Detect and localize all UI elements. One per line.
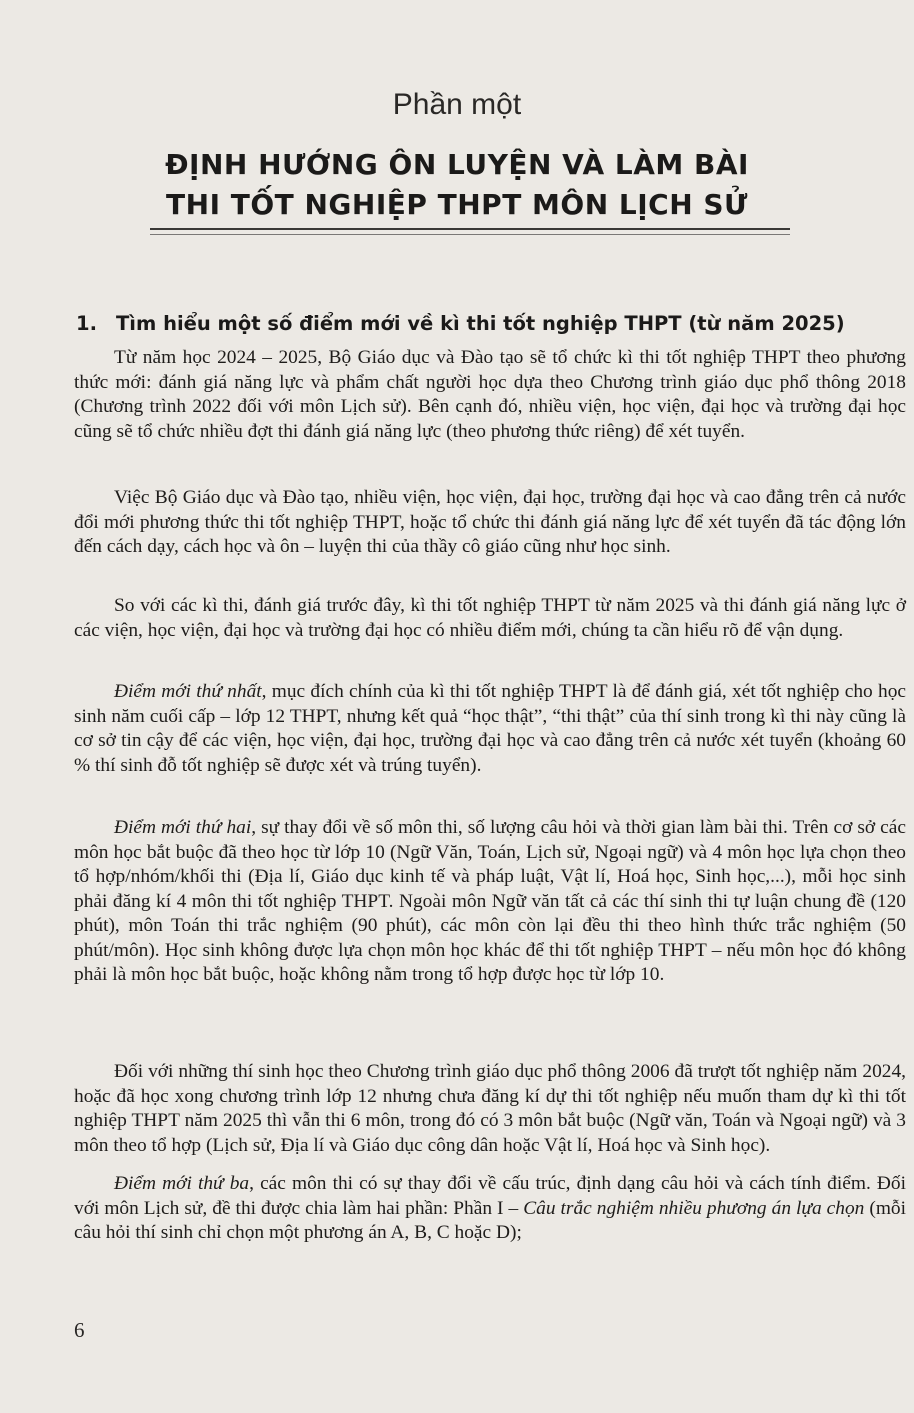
paragraph-7-italic: Câu trắc nghiệm nhiều phương án lựa chọn	[523, 1197, 865, 1219]
paragraph-7-body-a: , các môn thi có sự thay đổi về cấu trúc, định dạng câu hỏi và cách tính điểm. Đối với môn Lịch sử, đề thi được chia làm hai phần: Phần I –	[74, 1173, 906, 1219]
paragraph-3: So với các kì thi, đánh giá trước đây, kì thi tốt nghiệp THPT từ năm 2025 và thi đánh giá năng lực ở các viện, học viện, đại học và trường đại học có nhiều điểm mới, chúng ta cần hiểu rõ để vận dụng.	[74, 595, 906, 641]
paragraph-1: Từ năm học 2024 – 2025, Bộ Giáo dục và Đào tạo sẽ tổ chức kì thi tốt nghiệp THPT theo phương thức mới: đánh giá năng lực và phẩm chất người học dựa theo Chương trình giáo dục phổ thông 2018 (Chương trình 2022 đối với môn Lịch sử). Bên cạnh đó, nhiều viện, học viện, đại học và trường đại học cũng sẽ tổ chức nhiều đợt thi đánh giá năng lực (theo phương thức riêng) để xét tuyển.	[74, 347, 906, 442]
page-number: 6	[74, 1318, 85, 1342]
paragraph-5-body: , sự thay đổi về số môn thi, số lượng câu hỏi và thời gian làm bài thi. Trên cơ sở các môn học bắt buộc đã theo học từ lớp 10 (Ngữ Văn, Toán, Lịch sử, Ngoại ngữ) và 4 môn học lựa chọn theo tổ hợp/nhóm/khối thi (Địa lí, Giáo dục kinh tế và pháp luật, Vật lí, Hoá học, Sinh học,...), mỗi học sinh phải đăng kí 4 môn thi tốt nghiệp THPT. Ngoài môn Ngữ văn tất cả các thí sinh thi tự luận chung đề (120 phút), môn Toán thi trắc nghiệm (90 phút), các môn còn lại đều thi theo hình thức trắc nghiệm (50 phút/môn). Học sinh không được lựa chọn môn học khác để thi tốt nghiệp THPT – nếu môn học đó không phải là môn học bắt buộc, hoặc không nằm trong tổ hợp được học từ lớp 10.	[74, 817, 906, 985]
paragraph-4-body: , mục đích chính của kì thi tốt nghiệp THPT là để đánh giá, xét tốt nghiệp cho học sinh năm cuối cấp – lớp 12 THPT, nhưng kết quả “học thật”, “thi thật” của thí sinh trong kì thi này cũng là cơ sở tin cậy để các viện, học viện, đại học, trường đại học và cao đẳng trên cả nước xét tuyển (khoảng 60 % thí sinh đỗ tốt nghiệp sẽ được xét và trúng tuyển).	[74, 681, 906, 776]
paragraph-4-lead: Điểm mới thứ nhất	[114, 681, 262, 702]
paragraph-7-lead: Điểm mới thứ ba	[114, 1173, 250, 1194]
paragraph-6: Đối với những thí sinh học theo Chương trình giáo dục phổ thông 2006 đã trượt tốt nghiệp năm 2024, hoặc đã học xong chương trình lớp 12 nhưng chưa đăng kí dự thi tốt nghiệp nếu muốn tham dự kì thi tốt nghiệp THPT năm 2025 thì vẫn thi 6 môn, trong đó có 3 môn bắt buộc (Ngữ văn, Toán và Ngoại ngữ) và 3 môn theo tổ hợp (Lịch sử, Địa lí và Giáo dục công dân hoặc Vật lí, Hoá học và Sinh học).	[74, 1061, 906, 1156]
paragraph-5-lead: Điểm mới thứ hai	[114, 817, 252, 838]
section-number: 1.	[76, 312, 97, 335]
part-label: Phần một	[392, 88, 522, 121]
section-heading	[76, 312, 876, 335]
paragraph-5	[74, 816, 906, 988]
paragraph-7	[74, 1172, 906, 1246]
section-title: Tìm hiểu một số điểm mới về kì thi tốt nghiệp THPT (từ năm 2025)	[116, 312, 845, 335]
paragraph-7-body-b: (mỗi câu hỏi thí sinh chỉ chọn một phương án A, B, C hoặc D);	[74, 1197, 906, 1243]
paragraph-2: Việc Bộ Giáo dục và Đào tạo, nhiều viện, học viện, đại học, trường đại học và cao đẳng trên cả nước đổi mới phương thức thi tốt nghiệp THPT, hoặc tổ chức thi đánh giá năng lực để xét tuyển đã tác động lớn đến cách dạy, cách học và ôn – luyện thi của thầy cô giáo cũng như học sinh.	[74, 487, 906, 557]
chapter-title-line-1: ĐỊNH HƯỚNG ÔN LUYỆN VÀ LÀM BÀI	[165, 148, 749, 181]
chapter-title-line-2: THI TỐT NGHIỆP THPT MÔN LỊCH SỬ	[166, 188, 748, 221]
title-divider	[150, 228, 790, 235]
paragraph-4	[74, 680, 906, 778]
